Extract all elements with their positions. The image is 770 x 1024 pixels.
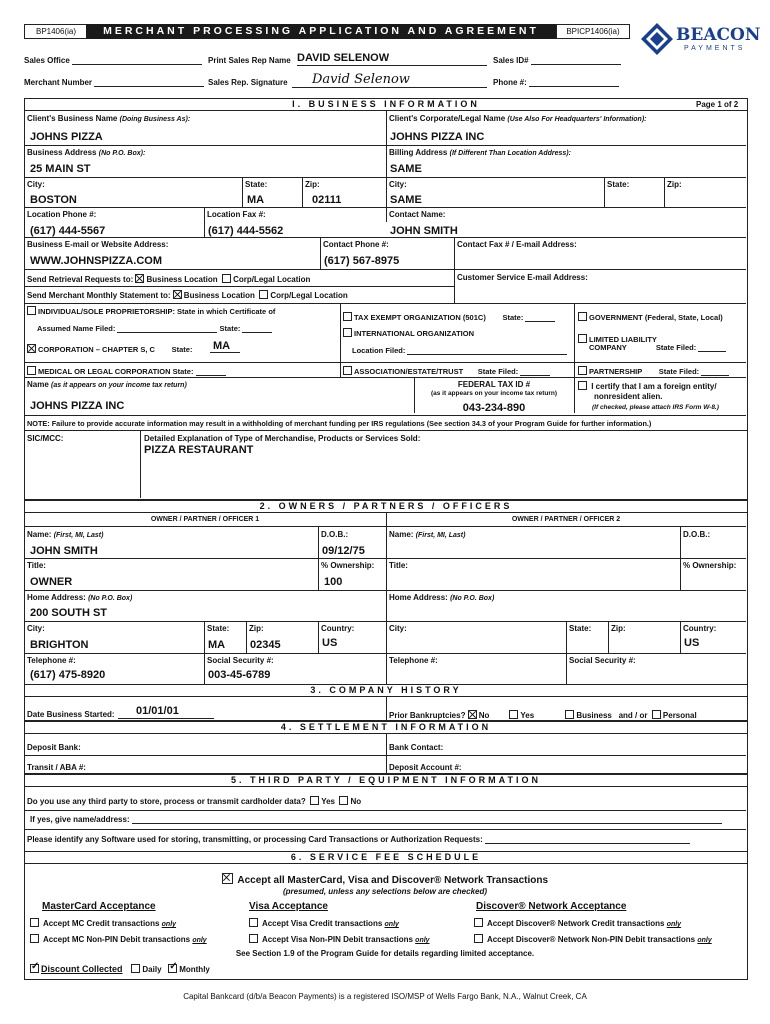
- fed-tax-label: FEDERAL TAX ID #: [457, 380, 531, 389]
- sales-id-label: Sales ID#: [493, 56, 621, 65]
- tax-exempt-option: TAX EXEMPT ORGANIZATION (501C) State:: [343, 312, 555, 322]
- corp-state-value[interactable]: MA: [213, 340, 231, 352]
- mc-debit-option: Accept MC Non-PIN Debit transactions only: [30, 934, 207, 944]
- owner1-header: OWNER / PARTNER / OFFICER 1: [150, 516, 260, 523]
- accept-all-checkbox[interactable]: [222, 873, 233, 884]
- indiv-checkbox[interactable]: [27, 306, 36, 315]
- llc-checkbox[interactable]: [578, 334, 587, 343]
- o2-country-label: Country:: [683, 624, 717, 633]
- o1-city-value[interactable]: BRIGHTON: [30, 639, 89, 651]
- sales-office-label: Sales Office: [24, 56, 202, 65]
- o1-name-value[interactable]: JOHN SMITH: [30, 545, 98, 557]
- footer-note: Capital Bankcard (d/b/a Beacon Payments) is a registered ISO/MSP of Wells Fargo Bank, N.A., Walnut Creek, CA: [183, 992, 587, 1001]
- irs-name-value[interactable]: JOHNS PIZZA INC: [30, 400, 125, 412]
- location-fax-label: Location Fax #:: [207, 210, 266, 219]
- discover-debit-option: Accept Discover® Network Non-PIN Debit transactions only: [474, 934, 712, 944]
- irs-name-label: Name (as it appears on your income tax return): [27, 380, 187, 389]
- dba-value[interactable]: JOHNS PIZZA: [30, 131, 103, 143]
- third-party-no-checkbox[interactable]: [339, 796, 348, 805]
- state-value[interactable]: MA: [247, 194, 265, 206]
- visa-heading: Visa Acceptance: [249, 901, 328, 912]
- o1-ssn-value[interactable]: 003-45-6789: [208, 669, 271, 681]
- corp-name-label: Client's Corporate/Legal Name (Use Also For Headquarters' Information):: [389, 114, 647, 123]
- irs-note: NOTE: Failure to provide accurate information may result in a withholding of merchant funding per IRS regulations (See section 34.3 of your Program Guide for further information.): [27, 419, 652, 428]
- zip-label: Zip:: [305, 180, 320, 189]
- o1-state-value[interactable]: MA: [208, 639, 226, 651]
- billing-address-label: Billing Address (If Different Than Location Address):: [389, 148, 571, 157]
- corp-checkbox[interactable]: [27, 344, 36, 353]
- discount-row: ✓Discount Collected Daily ✓ Monthly: [30, 964, 210, 974]
- third-party-name-row: If yes, give name/address:: [30, 815, 722, 824]
- section-2-header: 2. OWNERS / PARTNERS / OFFICERS: [24, 500, 748, 513]
- o1-dob-value[interactable]: 09/12/75: [322, 545, 365, 557]
- statement-row: Send Merchant Monthly Statement to: Business Location Corp/Legal Location: [27, 291, 348, 300]
- section-3-header: 3. COMPANY HISTORY: [24, 684, 748, 697]
- beacon-diamond-icon: [640, 22, 674, 56]
- foreign-cert-note: (If checked, please attach IRS Form W-8.): [592, 404, 719, 411]
- o1-country-value[interactable]: US: [322, 637, 338, 649]
- location-phone-value[interactable]: (617) 444-5567: [30, 225, 106, 237]
- merchant-number-label: Merchant Number: [24, 78, 204, 87]
- merchandise-value[interactable]: PIZZA RESTAURANT: [144, 444, 254, 456]
- mc-credit-option: Accept MC Credit transactions only: [30, 918, 176, 928]
- billing-zip-label: Zip:: [667, 180, 682, 189]
- o1-ssn-label: Social Security #:: [207, 656, 274, 665]
- location-filed-row: Location Filed:: [352, 346, 567, 355]
- rep-signature-label: Sales Rep. Signature: [208, 78, 288, 87]
- form-title: MERCHANT PROCESSING APPLICATION AND AGREEMENT: [86, 24, 556, 39]
- corp-name-value[interactable]: JOHNS PIZZA INC: [390, 131, 485, 143]
- form-code-right: BPICP1406(ia): [566, 27, 620, 36]
- phone-label: Phone #:: [493, 78, 619, 87]
- email-label: Business E-mail or Website Address:: [27, 240, 169, 249]
- partnership-option: PARTNERSHIP State Filed:: [578, 366, 729, 376]
- section-5-header: 5. THIRD PARTY / EQUIPMENT INFORMATION: [24, 774, 748, 787]
- partnership-checkbox[interactable]: [578, 366, 587, 375]
- llc-option: LIMITED LIABILITY: [578, 334, 657, 344]
- o1-state-label: State:: [207, 624, 230, 633]
- bankruptcy-business-checkbox[interactable]: [565, 710, 574, 719]
- o1-title-value[interactable]: OWNER: [30, 576, 73, 588]
- discover-heading: Discover® Network Acceptance: [476, 901, 627, 912]
- o1-zip-label: Zip:: [249, 624, 264, 633]
- mc-credit-checkbox[interactable]: [30, 918, 39, 927]
- o1-home-value[interactable]: 200 SOUTH ST: [30, 607, 108, 619]
- foreign-cert-line2: nonresident alien.: [594, 392, 663, 401]
- tax-exempt-checkbox[interactable]: [343, 312, 352, 321]
- dba-label: Client's Business Name (Doing Business As):: [27, 114, 191, 123]
- o1-dob-label: D.O.B.:: [321, 530, 349, 539]
- city-value[interactable]: BOSTON: [30, 194, 77, 206]
- o1-home-label: Home Address: (No P.O. Box): [27, 593, 133, 602]
- government-option: GOVERNMENT (Federal, State, Local): [578, 312, 723, 322]
- presumed-note: (presumed, unless any selections below are checked): [282, 887, 488, 896]
- o2-country-value[interactable]: US: [684, 637, 700, 649]
- discount-collected-checkbox[interactable]: [30, 964, 39, 973]
- deposit-account-label: Deposit Account #:: [389, 763, 462, 772]
- visa-credit-checkbox[interactable]: [249, 918, 258, 927]
- medical-checkbox[interactable]: [27, 366, 36, 375]
- indiv-option: INDIVIDUAL/SOLE PROPRIETORSHIP: State in which Certificate of: [27, 306, 275, 316]
- intl-option: INTERNATIONAL ORGANIZATION: [343, 328, 474, 338]
- print-rep-value[interactable]: DAVID SELENOW: [297, 52, 390, 64]
- city-label: City:: [27, 180, 45, 189]
- bank-contact-label: Bank Contact:: [389, 743, 444, 752]
- third-party-yes-checkbox[interactable]: [310, 796, 319, 805]
- retrieval-corp-checkbox[interactable]: [222, 274, 231, 283]
- o1-ownership-value[interactable]: 100: [324, 576, 343, 588]
- contact-name-value[interactable]: JOHN SMITH: [390, 225, 458, 237]
- government-checkbox[interactable]: [578, 312, 587, 321]
- print-rep-label: Print Sales Rep Name: [208, 56, 291, 65]
- corp-option: CORPORATION – CHAPTER S, C State:: [27, 344, 192, 354]
- business-address-value[interactable]: 25 MAIN ST: [30, 163, 91, 175]
- page-number: Page 1 of 2: [696, 100, 739, 109]
- o2-ssn-label: Social Security #:: [569, 656, 636, 665]
- business-address-label: Business Address (No P.O. Box):: [27, 148, 146, 157]
- o1-ownership-label: % Ownership:: [321, 561, 375, 570]
- o2-home-label: Home Address: (No P.O. Box): [389, 593, 495, 602]
- o2-zip-label: Zip:: [611, 624, 626, 633]
- accept-all-option: Accept all MasterCard, Visa and Discover® Network Transactions: [24, 873, 746, 886]
- assoc-option: ASSOCIATION/ESTATE/TRUST State Filed:: [343, 366, 550, 376]
- discover-credit-checkbox[interactable]: [474, 918, 483, 927]
- o2-state-label: State:: [569, 624, 592, 633]
- billing-city-value[interactable]: SAME: [390, 194, 422, 206]
- sic-label: SIC/MCC:: [27, 434, 64, 443]
- owner2-header: OWNER / PARTNER / OFFICER 2: [511, 516, 621, 523]
- state-label: State:: [245, 180, 268, 189]
- aba-label: Transit / ABA #:: [27, 763, 86, 772]
- billing-state-label: State:: [607, 180, 630, 189]
- o1-tel-value[interactable]: (617) 475-8920: [30, 669, 106, 681]
- assumed-name-row: Assumed Name Filed: State:: [37, 324, 272, 333]
- o1-city-label: City:: [27, 624, 45, 633]
- deposit-bank-label: Deposit Bank:: [27, 743, 81, 752]
- form-code-right-box: [556, 24, 630, 39]
- location-phone-label: Location Phone #:: [27, 210, 97, 219]
- section-1-header: I. BUSINESS INFORMATION: [24, 98, 748, 111]
- zip-value[interactable]: 02111: [312, 194, 342, 206]
- foreign-cert-option: I certify that I am a foreign entity/: [578, 381, 717, 391]
- mc-heading: MasterCard Acceptance: [42, 901, 156, 912]
- o2-name-label: Name: (First, MI, Last): [389, 530, 466, 539]
- o2-city-label: City:: [389, 624, 407, 633]
- third-party-question: Do you use any third party to store, process or transmit cardholder data? Yes No: [27, 797, 362, 806]
- foreign-cert-checkbox[interactable]: [578, 381, 587, 390]
- retrieval-row: Send Retrieval Requests to: Business Location Corp/Legal Location: [27, 275, 311, 284]
- rep-signature-line: [292, 87, 487, 88]
- beacon-logo: [640, 22, 761, 58]
- fed-tax-value[interactable]: 043-234-890: [462, 402, 526, 414]
- print-rep-line: [297, 65, 487, 66]
- contact-phone-label: Contact Phone #:: [323, 240, 389, 249]
- fed-tax-note: (as it appears on your income tax return): [430, 390, 558, 397]
- bankruptcy-no-checkbox[interactable]: [468, 710, 477, 719]
- daily-checkbox[interactable]: [131, 964, 140, 973]
- form-code-left-box: [24, 24, 88, 39]
- billing-address-value[interactable]: SAME: [390, 163, 422, 175]
- discover-credit-option: Accept Discover® Network Credit transactions only: [474, 918, 681, 928]
- medical-option: MEDICAL OR LEGAL CORPORATION State:: [27, 366, 226, 376]
- software-question: Please identify any Software used for storing, transmitting, or processing Card Transactions or Authorization Requests:: [27, 835, 690, 844]
- date-started-value[interactable]: 01/01/01: [136, 705, 179, 717]
- form-code-left: BP1406(ia): [35, 27, 77, 36]
- cs-email-label: Customer Service E-mail Address:: [457, 273, 588, 282]
- bankruptcy-personal-checkbox[interactable]: [652, 710, 661, 719]
- section-4-header: 4. SETTLEMENT INFORMATION: [24, 721, 748, 734]
- o2-dob-label: D.O.B.:: [683, 530, 711, 539]
- statement-business-checkbox[interactable]: [173, 290, 182, 299]
- o1-title-label: Title:: [27, 561, 46, 570]
- llc-company-row: COMPANY State Filed:: [589, 343, 726, 352]
- contact-phone-value[interactable]: (617) 567-8975: [324, 255, 400, 267]
- assoc-checkbox[interactable]: [343, 366, 352, 375]
- o1-zip-value[interactable]: 02345: [250, 639, 281, 651]
- o2-tel-label: Telephone #:: [389, 656, 438, 665]
- retrieval-business-checkbox[interactable]: [135, 274, 144, 283]
- email-value[interactable]: WWW.JOHNSPIZZA.COM: [30, 255, 162, 267]
- billing-city-label: City:: [389, 180, 407, 189]
- section-6-header: 6. SERVICE FEE SCHEDULE: [24, 851, 748, 864]
- o2-title-label: Title:: [389, 561, 408, 570]
- visa-debit-option: Accept Visa Non-PIN Debit transactions only: [249, 934, 430, 944]
- bankruptcy-row: Prior Bankruptcies? No Yes Business and / or Personal: [389, 711, 697, 720]
- rep-signature[interactable]: David Selenow: [312, 72, 410, 87]
- bankruptcy-yes-checkbox[interactable]: [509, 710, 518, 719]
- visa-debit-checkbox[interactable]: [249, 934, 258, 943]
- merchandise-label: Detailed Explanation of Type of Merchandise, Products or Services Sold:: [144, 434, 421, 443]
- logo-text: BEACON: [676, 25, 761, 45]
- contact-fax-label: Contact Fax # / E-mail Address:: [457, 240, 577, 249]
- o2-ownership-label: % Ownership:: [683, 561, 737, 570]
- o1-name-label: Name: (First, MI, Last): [27, 530, 104, 539]
- o1-country-label: Country:: [321, 624, 355, 633]
- discover-debit-checkbox[interactable]: [474, 934, 483, 943]
- visa-credit-option: Accept Visa Credit transactions only: [249, 918, 399, 928]
- monthly-checkbox[interactable]: [168, 964, 177, 973]
- statement-corp-checkbox[interactable]: [259, 290, 268, 299]
- mc-debit-checkbox[interactable]: [30, 934, 39, 943]
- logo-subtext: PAYMENTS: [684, 45, 746, 52]
- location-fax-value[interactable]: (617) 444-5562: [208, 225, 284, 237]
- intl-checkbox[interactable]: [343, 328, 352, 337]
- program-guide-note: See Section 1.9 of the Program Guide for details regarding limited acceptance.: [235, 949, 535, 958]
- contact-name-label: Contact Name:: [389, 210, 446, 219]
- o1-tel-label: Telephone #:: [27, 656, 76, 665]
- date-started-label: Date Business Started:: [27, 710, 115, 719]
